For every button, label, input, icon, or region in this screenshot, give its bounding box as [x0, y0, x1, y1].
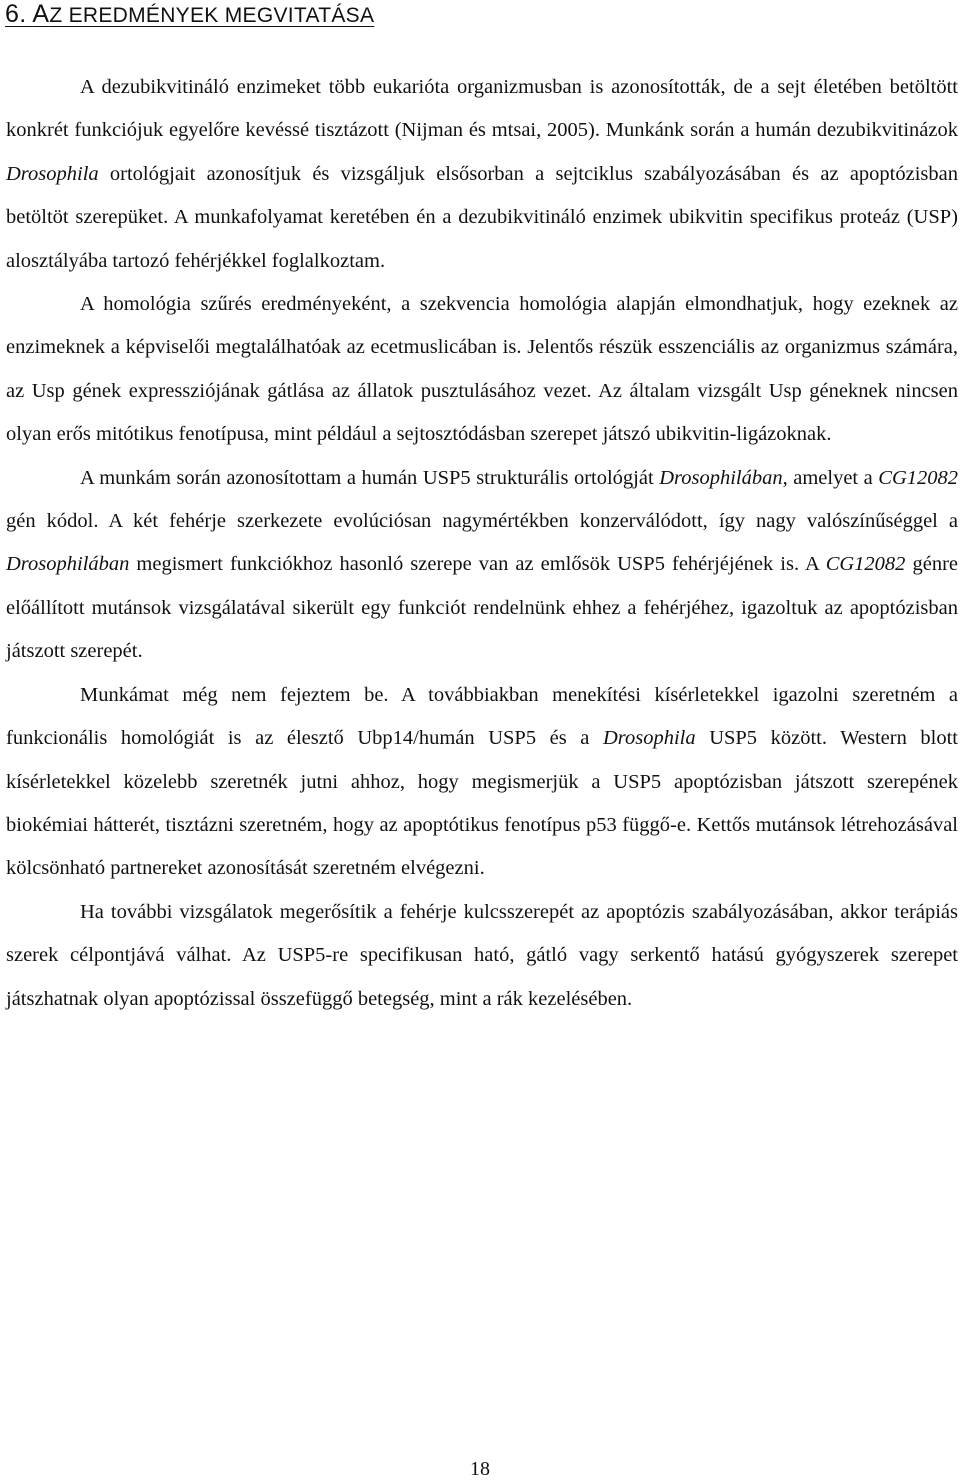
section-body: [6, 66, 958, 1021]
text-run: A munkám során azonosítottam a humán USP5 strukturális ortológját: [80, 466, 660, 489]
text-run: , amelyet a: [782, 466, 879, 489]
text-run: Munkámat még nem fejeztem be. A továbbiakban menekítési kísérletekkel igazolni szeretném a funkcionális homológiát is az élesztő Ubp14/humán USP5 és a: [6, 683, 958, 750]
section-title: [32, 0, 374, 28]
section-title-rest: Z EREDMÉNYEK MEGVITATÁSA: [49, 4, 375, 27]
text-run: A homológia szűrés eredményeként, a szekvencia homológia alapján elmondhatjuk, hogy ezeknek az enzimeknek a képviselői megtalálhatóak az ecetmuslicában is. Jelentős részük esszenciális az organizmus számára, az Usp gének expressziójának gátlása az állatok pusztulásához vezet. Az általam vizsgált Usp géneknek nincsen olyan erős mitótikus fenotípusa, mint például a sejtosztódásban szerepet játszó ubikvitin-ligázoknak.: [6, 293, 958, 446]
text-run: génre előállított mutánsok vizsgálatával sikerült egy funkciót rendelnünk ehhez a fehérjéhez, igazoltuk az apoptózisban játszott szerepét.: [6, 553, 958, 663]
page-number: 18: [470, 1458, 490, 1480]
section-heading: [5, 0, 374, 29]
italic-term: Drosophila: [6, 162, 99, 185]
italic-term: CG12082: [825, 553, 906, 576]
text-run: megismert funkciókhoz hasonló szerepe van az emlősök USP5 fehérjéjének is. A: [129, 553, 826, 576]
text-run: gén kódol. A két fehérje szerkezete evolúciósan nagymértékben konzerválódott, így nagy valószínűséggel a: [6, 510, 958, 533]
section-number: 6.: [5, 0, 33, 28]
section-title-initial: A: [32, 0, 50, 28]
paragraph: [6, 457, 958, 674]
italic-term: Drosophilában: [659, 466, 783, 489]
paragraph: [6, 674, 958, 891]
italic-term: CG12082: [878, 466, 958, 489]
text-run: USP5 között. Western blott kísérletekkel közelebb szeretnék jutni ahhoz, hogy megismerjük a USP5 apoptózisban játszott szerepének biokémiai hátterét, tisztázni szeretném, hogy az apoptótikus fenotípus p53 függő-e. Kettős mutánsok létrehozásával kölcsönható partnereket azonosítását szeretném elvégezni.: [6, 727, 959, 880]
paragraph: [6, 283, 958, 457]
text-run: A dezubikvitináló enzimeket több eukarióta organizmusban is azonosították, de a sejt életében betöltött konkrét funkciójuk egyelőre kevéssé tisztázott (Nijman és mtsai, 2005). Munkánk során a humán dezubikvitinázok: [6, 76, 958, 142]
text-run: Ha további vizsgálatok megerősítik a fehérje kulcsszerepét az apoptózis szabályozásában, akkor terápiás szerek célpontjává válhat. Az USP5-re specifikusan ható, gátló vagy serkentő hatású gyógyszerek szerepet játszhatnak olyan apoptózissal összefüggő betegség, mint a rák kezelésében.: [6, 900, 958, 1010]
italic-term: Drosophilában: [6, 553, 130, 576]
paragraph: [6, 66, 958, 283]
italic-term: Drosophila: [602, 727, 696, 750]
paragraph: [6, 891, 958, 1021]
text-run: ortológjait azonosítjuk és vizsgáljuk elsősorban a sejtciklus szabályozásában és az apoptózisban betöltöt szerepüket. A munkafolyamat keretében én a dezubikvitináló enzimek ubikvitin specifikus proteáz (USP) alosztályába tartozó fehérjékkel foglalkoztam.: [6, 162, 958, 272]
